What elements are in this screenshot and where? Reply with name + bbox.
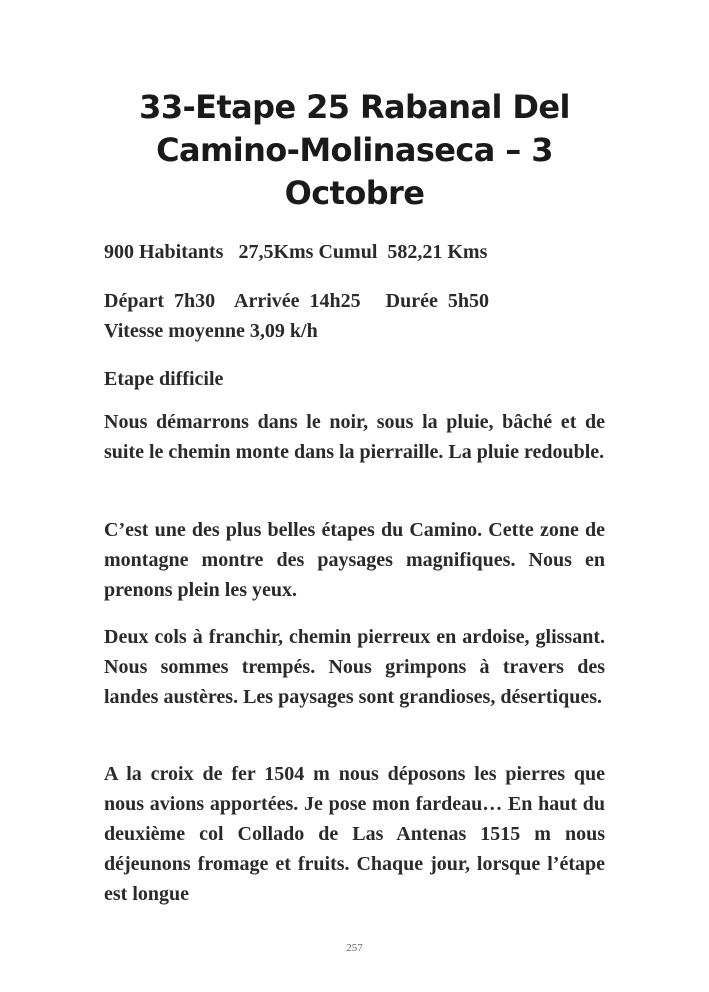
difficulty-note: Etape difficile [104, 368, 224, 390]
stats-line-inhabitants-distance: 900 Habitants 27,5Kms Cumul 582,21 Kms [104, 241, 488, 263]
page-number: 257 [346, 942, 363, 954]
stats-line-times: Départ 7h30 Arrivée 14h25 Durée 5h50 [104, 290, 489, 312]
chapter-title: 33-Etape 25 Rabanal Del Camino-Molinaseca – 3 Octobre [139, 88, 570, 212]
paragraph-3: Deux cols à franchir, chemin pierreux en ardoise, glissant. Nous sommes trempés. Nous grimpons à travers des landes austères. Les paysages sont grandioses, désertiques. [104, 626, 605, 708]
paragraph-1: Nous démarrons dans le noir, sous la pluie, bâché et de suite le chemin monte dans la pierraille. La pluie redouble. [104, 411, 605, 463]
paragraph-4: A la croix de fer 1504 m nous déposons les pierres que nous avions apportées. Je pose mon fardeau… En haut du deuxième col Collado de Las Antenas 1515 m nous déjeunons fromage et fruits. Chaque jour, lorsque l’étape est longue [104, 763, 605, 905]
stats-line-speed: Vitesse moyenne 3,09 k/h [104, 320, 318, 342]
paragraph-2: C’est une des plus belles étapes du Camino. Cette zone de montagne montre des paysages magnifiques. Nous en prenons plein les yeux. [104, 519, 605, 601]
